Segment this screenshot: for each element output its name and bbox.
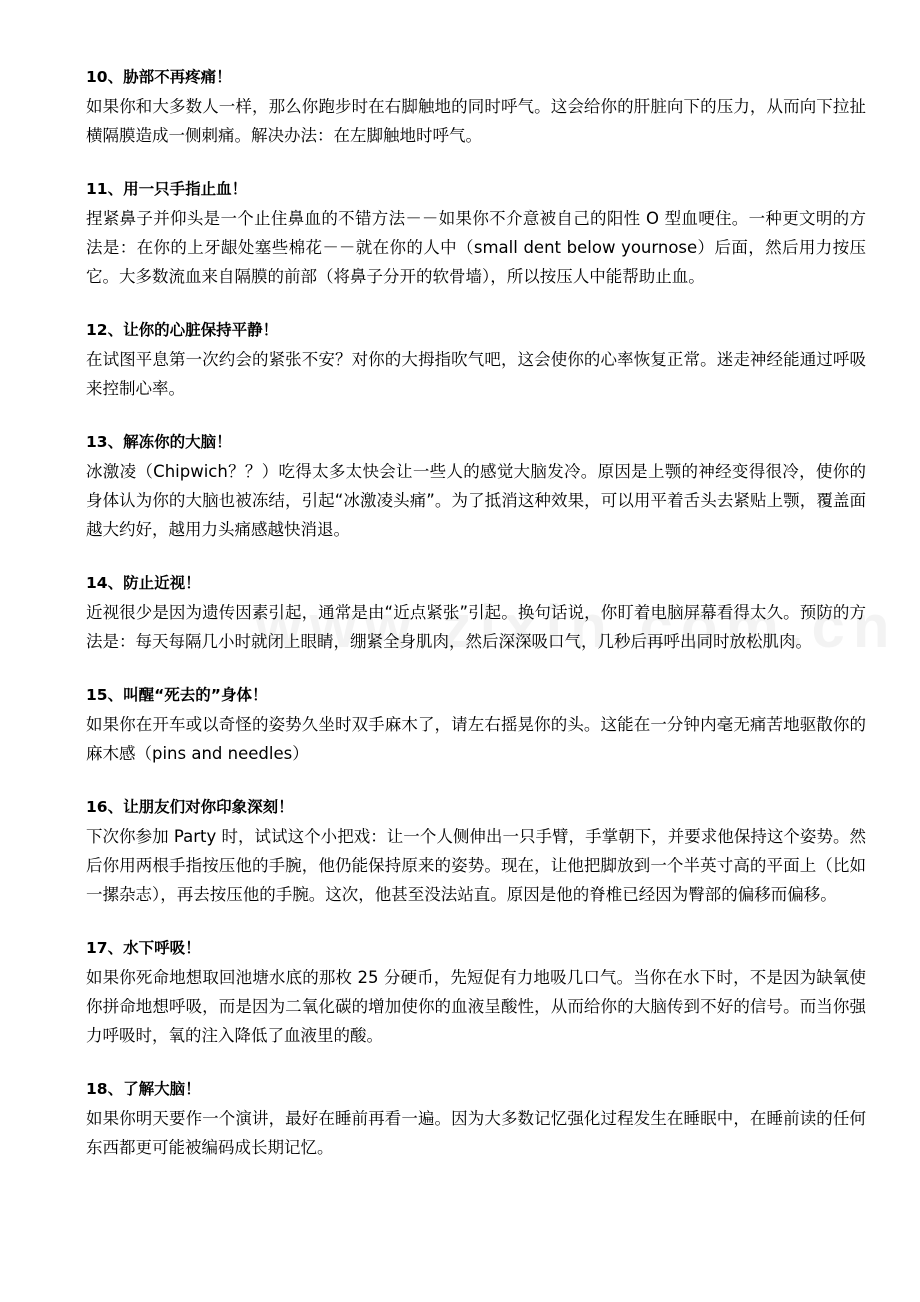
section-heading: 17、水下呼吸！ [86, 939, 201, 957]
tip-section-18 [86, 1075, 866, 1162]
section-body: 冰激凌（Chipwich？？）吃得太多太快会让一些人的感觉大脑发冷。原因是上颚的神经变得很冷，使你的身体认为你的大脑也被冻结，引起“冰激凌头痛”。为了抵消这种效果，可以用平着舌头去紧贴上颚，覆盖面越大约好，越用力头痛感越快消退。 [86, 462, 866, 539]
section-body: 如果你在开车或以奇怪的姿势久坐时双手麻木了，请左右摇晃你的头。这能在一分钟内毫无痛苦地驱散你的麻木感（pins and needles） [86, 715, 866, 763]
section-body: 捏紧鼻子并仰头是一个止住鼻血的不错方法－－如果你不介意被自己的阳性 O 型血哽住。一种更文明的方法是：在你的上牙龈处塞些棉花－－就在你的人中（small dent below yournose）后面，然后用力按压它。大多数流血来自隔膜的前部（将鼻子分开的软骨墙），所以按压人中能帮助止血。 [86, 209, 866, 286]
section-heading: 18、了解大脑！ [86, 1080, 201, 1098]
section-body: 如果你明天要作一个演讲，最好在睡前再看一遍。因为大多数记忆强化过程发生在睡眠中，在睡前读的任何东西都更可能被编码成长期记忆。 [86, 1109, 866, 1157]
section-body: 如果你死命地想取回池塘水底的那枚 25 分硬币，先短促有力地吸几口气。当你在水下时，不是因为缺氧使你拼命地想呼吸，而是因为二氧化碳的增加使你的血液呈酸性，从而给你的大脑传到不好的信号。而当你强力呼吸时，氧的注入降低了血液里的酸。 [86, 968, 866, 1045]
tip-section-14 [86, 569, 866, 656]
section-body: 在试图平息第一次约会的紧张不安？对你的大拇指吹气吧，这会使你的心率恢复正常。迷走神经能通过呼吸来控制心率。 [86, 350, 866, 398]
tip-section-13 [86, 428, 866, 544]
section-body: 如果你和大多数人一样，那么你跑步时在右脚触地的同时呼气。这会给你的肝脏向下的压力，从而向下拉扯横隔膜造成一侧刺痛。解决办法：在左脚触地时呼气。 [86, 97, 866, 145]
section-heading: 10、胁部不再疼痛！ [86, 68, 232, 86]
tip-section-15 [86, 681, 866, 768]
tip-section-11 [86, 175, 866, 291]
tip-section-12 [86, 316, 866, 403]
section-body: 近视很少是因为遗传因素引起，通常是由“近点紧张”引起。换句话说，你盯着电脑屏幕看得太久。预防的方法是：每天每隔几小时就闭上眼睛，绷紧全身肌肉，然后深深吸口气，几秒后再呼出同时放松肌肉。 [86, 603, 866, 651]
tip-section-10 [86, 63, 866, 150]
section-body: 下次你参加 Party 时，试试这个小把戏：让一个人侧伸出一只手臂，手掌朝下，并要求他保持这个姿势。然后你用两根手指按压他的手腕，他仍能保持原来的姿势。现在，让他把脚放到一个半英寸高的平面上（比如一摞杂志），再去按压他的手腕。这次，他甚至没法站直。原因是他的脊椎已经因为臀部的偏移而偏移。 [86, 827, 866, 904]
section-heading: 11、用一只手指止血！ [86, 180, 248, 198]
tip-section-16 [86, 793, 866, 909]
tip-section-17 [86, 934, 866, 1050]
section-heading: 12、让你的心脏保持平静！ [86, 321, 279, 339]
section-heading: 16、让朋友们对你印象深刻！ [86, 798, 294, 816]
section-heading: 14、防止近视！ [86, 574, 201, 592]
section-heading: 13、解冻你的大脑！ [86, 433, 232, 451]
document-page [86, 63, 866, 1187]
section-heading: 15、叫醒“死去的”身体！ [86, 686, 268, 704]
